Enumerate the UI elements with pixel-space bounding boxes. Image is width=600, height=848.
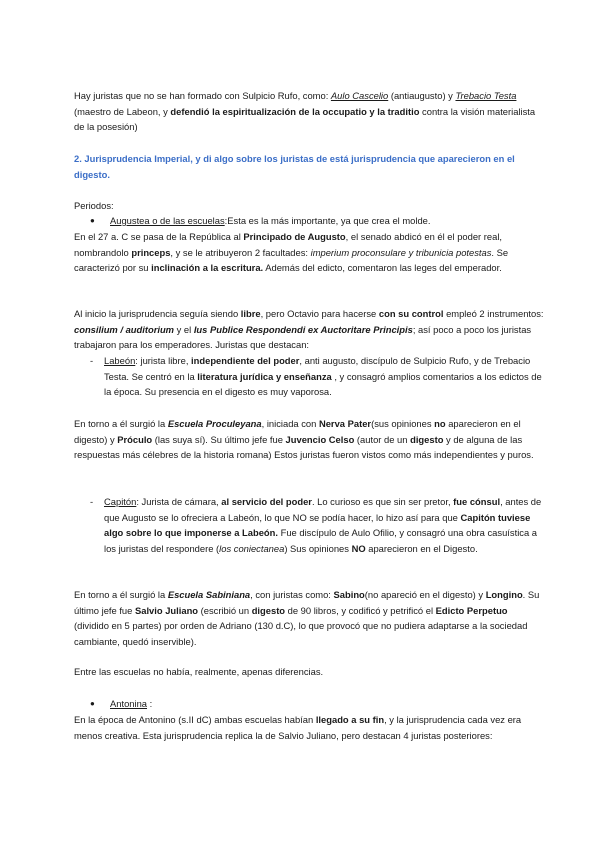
text: Hay juristas que no se han formado con Sulpicio Rufo, como:	[74, 90, 331, 101]
bullet-icon: ●	[90, 699, 95, 708]
paragraph-proculeyana: En torno a él surgió la Escuela Proculeyana, iniciada con Nerva Pater(sus opiniones no aparecieron en el digesto) y Próculo (las suya sí). Su último jefe fue Juvencio Celso (autor de un digesto y de alguna de las respuestas más célebres de la historia romana) Estos juristas fueron vistos como más independientes y puros.	[74, 418, 534, 461]
dash-icon: -	[90, 496, 94, 507]
period-title: Antonina	[110, 698, 148, 709]
bullet-icon: ●	[90, 216, 95, 225]
paragraph-control: Al inicio la jurisprudencia seguía siendo libre, pero Octavio para hacerse con su control empleó 2 instrumentos: consilium / auditorium y el Ius Publice Respondendi ex Auctoritare Principis; así poco a poco los juristas trabajaron para los emperadores. Juristas que destacan:	[74, 308, 544, 351]
capiton-text: Capitón: Jurista de cámara, al servicio del poder. Lo curioso es que sin ser pretor, fue cónsul, antes de que Augusto se lo ofreciera a Labeón, lo que NO se podía hacer, lo hizo así para que Capitón tuviese algo sobre lo que imponerse a Labeón. Fue discípulo de Aulo Ofilio, y consagró una obra casuística a los juristas del respondere (los coniectanea) Sus opiniones NO aparecieron en el Digesto.	[104, 496, 542, 554]
dash-capiton	[74, 494, 544, 556]
paragraph-principado: En el 27 a. C se pasa de la República al Principado de Augusto, el senado abdicó en él el poder real, nombrandolo princeps, y se le atribuyeron 2 facultades: imperium proconsulare y tribunicia potestas. Se caracterizó por su inclinación a la escritura. Además del edicto, comentaron las leges del emperador.	[74, 231, 509, 274]
paragraph-antonina: En la época de Antonino (s.II dC) ambas escuelas habían llegado a su fin, y la jurisprudencia cada vez era menos creativa. Esta jurisprudencia replica la de Salvio Juliano, pero destacan 4 juristas posteriores:	[74, 714, 522, 741]
text: (maestro de Labeon, y	[74, 105, 171, 117]
text: contra la visión materialista de la posesión)	[74, 105, 536, 133]
paragraph-sabiniana: En torno a él surgió la Escuela Sabiniana, con juristas como: Sabino(no apareció en el digesto) y Longino. Su último jefe fue Salvio Juliano (escribió un digesto de 90 libros, y codificó y petrificó el Edicto Perpetuo (dividido en 5 partes) por orden de Adriano (130 d.C), lo que provocó que no pudiera adaptarse a la sociedad cambiante, quedó inservible).	[74, 589, 540, 647]
paragraph-no-differences: Entre las escuelas no había, realmente, apenas diferencias.	[74, 666, 324, 677]
dash-labeon	[74, 353, 544, 400]
bold-text: defendió la espiritualización de la occupatio y la traditio	[170, 105, 420, 117]
aulo-cascelio-link[interactable]: Aulo Cascelio	[330, 90, 389, 101]
period-title: Augustea o de las escuelas	[110, 215, 225, 226]
paragraph-other-jurists	[74, 88, 544, 135]
periodos-label: Periodos:	[74, 200, 114, 211]
trebacio-testa-link[interactable]: Trebacio Testa	[455, 90, 517, 101]
text: (antiaugusto) y	[388, 90, 456, 101]
section-heading: 2. Jurisprudencia Imperial, y di algo sobre los juristas de está jurisprudencia que aparecieron en el digesto.	[74, 153, 515, 180]
text: :Esta es la más importante, ya que crea el molde.	[224, 215, 431, 226]
dash-icon: -	[90, 355, 94, 366]
labeon-text: Labeón: jurista libre, independiente del poder, anti augusto, discípulo de Sulpicio Rufo, y de Trebacio Testa. Se centró en la literatura jurídica y enseñanza , y consagró amplios comentarios a los edictos de la época. Su presencia en el digesto es muy vaporosa.	[104, 355, 542, 398]
